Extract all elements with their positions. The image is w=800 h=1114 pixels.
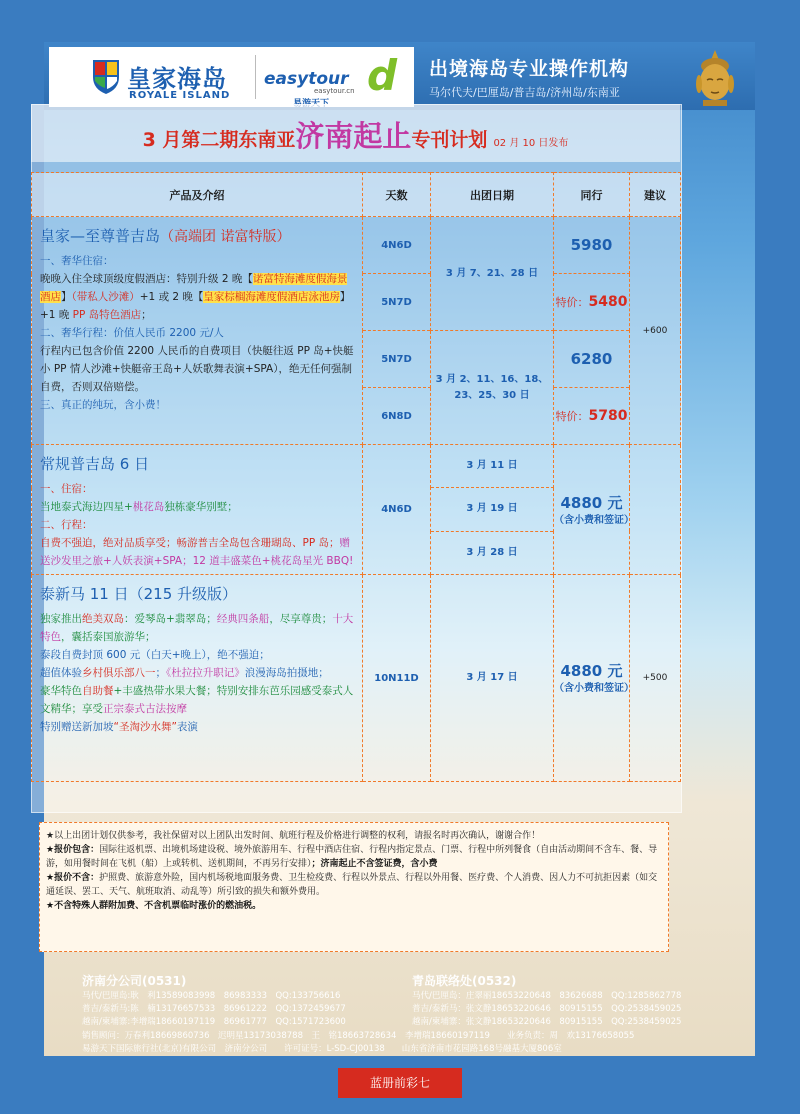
product-1-desc (32, 217, 363, 445)
buddha-head-icon (689, 48, 741, 108)
p1-special-1: 特价：5480 (554, 274, 630, 331)
title-part-c: 专刊计划 (411, 129, 488, 151)
jinan-office-title: 济南分公司(0531) (82, 974, 187, 988)
product-2-name: 常规普吉岛 6 日 (40, 455, 150, 473)
p3-line-2: 泰段自费封顶 600 元（白天+晚上），绝不强迫； (40, 649, 270, 661)
logo-divider (255, 55, 256, 99)
p1-days-2: 5N7D (363, 274, 431, 331)
p2-date-2: 3 月 19 日 (431, 488, 554, 531)
qingdao-contact-2: 普吉/泰新马：张文静18653220646 80915155 QQ:2538459025 (412, 1004, 682, 1014)
header (44, 42, 755, 110)
title-part-b: 济南起止 (295, 119, 412, 153)
p1-line-3: 二、奢华行程：价值人民币 2200 元/人 (40, 327, 224, 339)
royale-shield-icon (91, 57, 121, 95)
p2-days: 4N6D (363, 445, 431, 575)
title-date: 02 月 10 日发布 (493, 138, 569, 149)
easytour-logo-text: easytour (264, 69, 349, 89)
p3-line-1: 独家推出绝美双岛：爱琴岛+翡翠岛；经典四条船，尽享尊贵；十大特色，囊括泰国旅游华； (40, 613, 354, 643)
product-3-name: 泰新马 11 日（215 升级版） (40, 585, 238, 603)
header-days: 天数 (363, 173, 431, 217)
p1-line-4: 行程内已包含价值 2200 人民币的自费项目（快艇往返 PP 岛+快艇小 PP 情人沙滩+快艇帝王岛+人妖歌舞表演+SPA），绝无任何强制自费，否则双倍赔偿。 (40, 345, 354, 393)
p2-price-cell: 4880 元 （含小费和签证） (554, 445, 630, 575)
jinan-contact-3: 越南/柬埔寨:李增瑞18660197119 86961777 QQ:1571723600 (82, 1017, 346, 1027)
p1-dates-2: 3 月 2、11、16、18、23、25、30 日 (431, 331, 554, 445)
sales-contacts: 销售顾问：万春利18669860736 迟明星13173038788 王 铭18663728634 李增瑞18660197119 业务负责：周 欢13176658055 (82, 1031, 635, 1041)
qingdao-contact-1: 马代/巴厘岛：庄翠丽18653220648 83626688 QQ:1285862778 (412, 991, 682, 1001)
p3-line-5: 特别赠送新加坡“圣淘沙水舞”表演 (40, 721, 198, 733)
page-title (31, 114, 680, 155)
table-row (32, 217, 681, 274)
p1-line-5: 三、真正的纯玩，含小费！ (40, 399, 166, 411)
p1-price-2: 6280 (554, 331, 630, 388)
easytour-d-logo-icon: d (367, 51, 398, 100)
p2-date-1: 3 月 11 日 (431, 445, 554, 488)
product-table (31, 172, 681, 782)
logo-box (49, 47, 414, 107)
header-price: 同行 (554, 173, 630, 217)
product-1-name: 皇家—至尊普吉岛（高端团 诺富特版） (40, 227, 291, 245)
p2-line-4: 自费不强迫，绝对品质享受；畅游普吉全岛包含珊瑚岛、PP 岛；赠送沙发里之旅+人妖表演+SPA；12 道丰盛菜色+桃花岛星光 BBQ! (40, 537, 354, 567)
note-2: ★报价包含：国际往返机票、出境机场建设税、境外旅游用车、行程中酒店住宿、行程内指定景点、门票、行程中所列餐食（自由活动期间不含车、餐、导游，如用餐时间在飞机（船）上或转机、送机期间，不再另行安排）；济南起止不含签证费，含小费 (46, 845, 658, 869)
p1-line-2: 晚晚入住全球顶级度假酒店：特别升级 2 晚【诺富特海滩度假海景酒店】（带私人沙滩）+1 或 2 晚【皇家棕榈海滩度假酒店泳池房】+1 晚 PP 岛特色酒店； (40, 273, 351, 321)
page-tag: 蓝册前彩七 (338, 1068, 462, 1098)
terms-notes (39, 822, 669, 952)
p1-days-4: 6N8D (363, 388, 431, 445)
qingdao-contact-3: 越南/柬埔寨：张文静18653220646 80915155 QQ:2538459025 (412, 1017, 682, 1027)
p1-line-1: 一、奢华住宿： (40, 255, 114, 267)
p3-days: 10N11D (363, 575, 431, 782)
qingdao-office-title: 青岛联络处(0532) (412, 974, 517, 988)
product-3-desc (32, 575, 363, 782)
company-info: 易游天下国际旅行社(北京)有限公司 济南分公司 许可证号：L-SD-CJ00138 山东省济南市花园路168号融基大厦806室 (82, 1044, 562, 1054)
p2-line-1: 一、住宿： (40, 483, 93, 495)
table-row (32, 445, 681, 488)
p3-price-cell: 4880 元 （含小费和签证） (554, 575, 630, 782)
p1-days-3: 5N7D (363, 331, 431, 388)
p2-date-3: 3 月 28 日 (431, 531, 554, 574)
p3-line-4: 豪华特色自助餐+丰盛热带水果大餐；特别安排东芭乐园感受泰式人文精华；享受正宗泰式古法按摩 (40, 685, 354, 715)
p1-days-1: 4N6D (363, 217, 431, 274)
jinan-contact-1: 马代/巴厘岛:耿 利13589083998 86983333 QQ:133756616 (82, 991, 341, 1001)
p2-line-2: 当地泰式海边四星+桃花岛独栋豪华别墅； (40, 501, 238, 513)
header-dates: 出团日期 (431, 173, 554, 217)
header-advice: 建议 (630, 173, 681, 217)
org-subtitle: 马尔代夫/巴厘岛/普吉岛/济州岛/东南亚 (429, 86, 620, 99)
p1-advice: +600 (630, 217, 681, 445)
title-band (31, 104, 680, 162)
brand-name-cn: 皇家海岛 (127, 65, 227, 93)
note-1: ★以上出团计划仅供参考，我社保留对以上团队出发时间、航班行程及价格进行调整的权利，请报名时再次确认，谢谢合作！ (46, 831, 541, 841)
p3-line-3: 超值体验乡村俱乐部八一；《杜拉拉升职记》浪漫海岛拍摄地； (40, 667, 329, 679)
note-3: ★报价不含：护照费、旅游意外险，国内机场税地面服务费、卫生检疫费、行程以外景点、行程以外用餐、医疗费、个人消费、因人力不可抗拒因素（如交通延误、罢工、天气、航班取消、动乱等）所引致的损失和额外费用。 (46, 873, 658, 897)
table-row (32, 575, 681, 782)
p1-special-2: 特价：5780 (554, 388, 630, 445)
p1-dates-1: 3 月 7、21、28 日 (431, 217, 554, 331)
p2-line-3: 二、行程： (40, 519, 93, 531)
easytour-domain: easytour.cn (314, 87, 355, 95)
jinan-contact-2: 普吉/泰新马:陈 楠13176657533 86961222 QQ:1372459677 (82, 1004, 346, 1014)
brand-name-en: ROYALE ISLAND (129, 90, 231, 101)
table-header-row (32, 173, 681, 217)
note-4: ★不含特殊人群附加费、不含机票临时涨价的燃油税。 (46, 901, 262, 911)
org-title: 出境海岛专业操作机构 (429, 58, 630, 80)
p3-advice: +500 (630, 575, 681, 782)
product-2-desc (32, 445, 363, 575)
p2-advice (630, 445, 681, 575)
header-product: 产品及介绍 (32, 173, 363, 217)
title-part-a: 3 月第二期东南亚 (142, 129, 296, 151)
p1-price-1: 5980 (554, 217, 630, 274)
p3-dates: 3 月 17 日 (431, 575, 554, 782)
